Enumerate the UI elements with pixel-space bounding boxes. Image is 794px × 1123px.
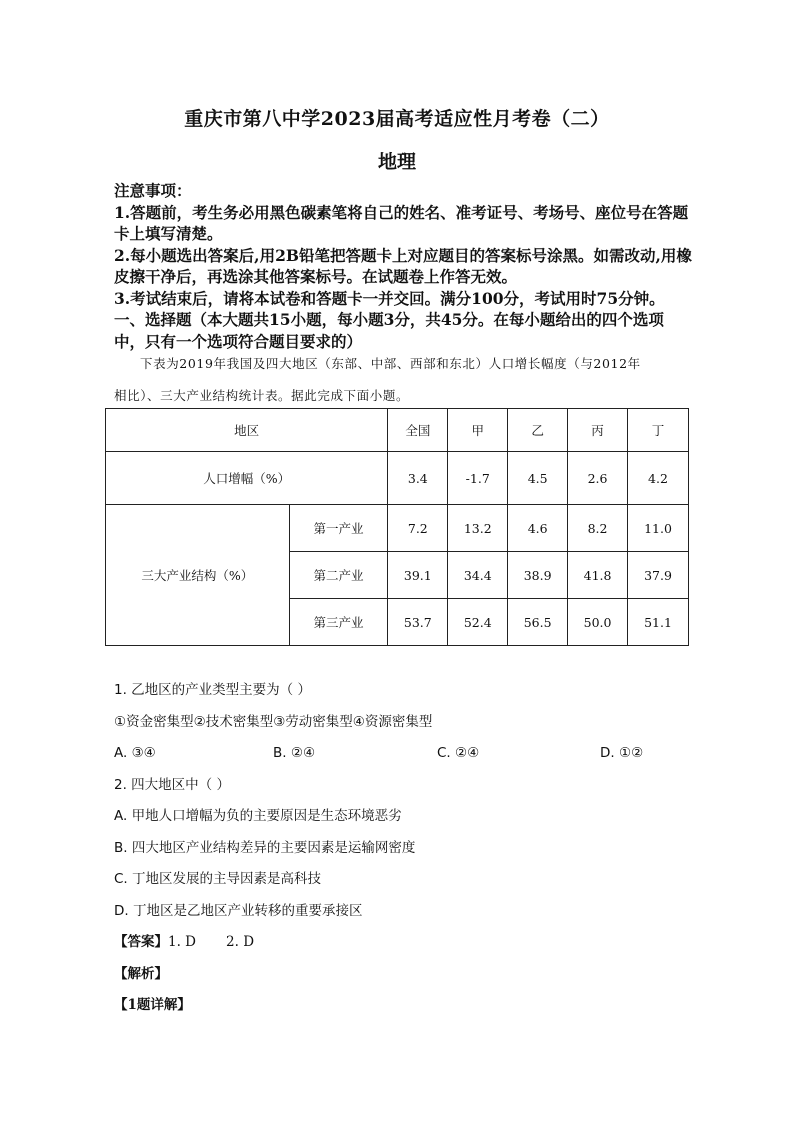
table-cell: 53.7	[388, 599, 448, 646]
structure-label: 三大产业结构（%）	[106, 505, 290, 646]
statistics-table	[105, 408, 689, 646]
notice-line-1: 1.答题前，考生务必用黑色碳素笔将自己的姓名、准考证号、考场号、座位号在答题卡上填写清楚。	[114, 202, 689, 243]
table-cell: 4.6	[508, 505, 568, 552]
header-jia: 甲	[448, 409, 508, 452]
answer-value: 1. D 2. D	[168, 934, 255, 950]
question-2-stem: 2. 四大地区中（ ）	[114, 776, 230, 793]
q1-option-b[interactable]: B. ②④	[273, 745, 316, 761]
table-cell: 37.9	[628, 552, 689, 599]
table-cell: 50.0	[568, 599, 628, 646]
industry-label: 第一产业	[289, 505, 388, 552]
table-cell: 34.4	[448, 552, 508, 599]
q2-option-d[interactable]: D. 丁地区是乙地区产业转移的重要承接区	[114, 902, 363, 919]
answer-line	[114, 932, 704, 964]
q1-option-a[interactable]: A. ③④	[114, 745, 156, 761]
table-cell: 56.5	[508, 599, 568, 646]
header-ding: 丁	[628, 409, 689, 452]
table-cell: 2.6	[568, 452, 628, 505]
header-bing: 丙	[568, 409, 628, 452]
questions-section	[114, 680, 704, 1027]
exam-title: 重庆市第八中学2023届高考适应性月考卷（二）	[184, 108, 610, 130]
section-heading: 一、选择题（本大题共15小题，每小题3分，共45分。在每小题给出的四个选项中，只有一个选项符合题目要求的）	[114, 310, 664, 351]
question-1-options	[114, 743, 704, 775]
table-cell: 8.2	[568, 505, 628, 552]
table-cell: 38.9	[508, 552, 568, 599]
table-header-row	[106, 409, 689, 452]
q1-option-d[interactable]: D. ①②	[600, 745, 644, 761]
subject-title: 地理	[377, 151, 416, 173]
q2-option-c[interactable]: C. 丁地区发展的主导因素是高科技	[114, 871, 322, 887]
header-national: 全国	[388, 409, 448, 452]
table-cell: 4.5	[508, 452, 568, 505]
q2-option-a[interactable]: A. 甲地人口增幅为负的主要原因是生态环境恶劣	[114, 808, 402, 824]
notice-line-2: 2.每小题选出答案后,用2B铅笔把答题卡上对应题目的答案标号涂黑。如需改动,用橡皮擦干净后，再选涂其他答案标号。在试题卷上作答无效。	[114, 245, 692, 286]
table-cell: 3.4	[388, 452, 448, 505]
table-cell: 7.2	[388, 505, 448, 552]
industry-label: 第二产业	[289, 552, 388, 599]
table-cell: 51.1	[628, 599, 689, 646]
answer-label: 【答案】	[114, 934, 168, 950]
table-cell: 41.8	[568, 552, 628, 599]
notice-heading: 注意事项：	[114, 181, 192, 200]
table-cell: 13.2	[448, 505, 508, 552]
intro-line-2: 相比）、三大产业结构统计表。据此完成下面小题。	[114, 388, 410, 403]
table-cell: 39.1	[388, 552, 448, 599]
table-row	[106, 505, 689, 552]
intro-line-1: 下表为2019年我国及四大地区（东部、中部、西部和东北）人口增长幅度（与2012年	[140, 356, 641, 371]
header-yi: 乙	[508, 409, 568, 452]
detail-label: 【1题详解】	[114, 997, 191, 1013]
industry-label: 第三产业	[289, 599, 388, 646]
population-label: 人口增幅（%）	[106, 452, 388, 505]
analysis-label: 【解析】	[114, 965, 168, 982]
q2-option-b[interactable]: B. 四大地区产业结构差异的主要因素是运输网密度	[114, 839, 416, 856]
table-row	[106, 452, 689, 505]
header-region: 地区	[106, 409, 388, 452]
table-cell: -1.7	[448, 452, 508, 505]
notice-section	[114, 180, 694, 352]
question-1-sub: ①资金密集型②技术密集型③劳动密集型④资源密集型	[114, 713, 433, 730]
notice-line-3: 3.考试结束后，请将本试卷和答题卡一并交回。满分100分，考试用时75分钟。	[114, 288, 665, 308]
q1-option-c[interactable]: C. ②④	[437, 745, 480, 761]
table-intro	[114, 348, 694, 412]
table-cell: 11.0	[628, 505, 689, 552]
table-cell: 52.4	[448, 599, 508, 646]
question-1-stem: 1. 乙地区的产业类型主要为（ ）	[114, 682, 311, 698]
table-cell: 4.2	[628, 452, 689, 505]
